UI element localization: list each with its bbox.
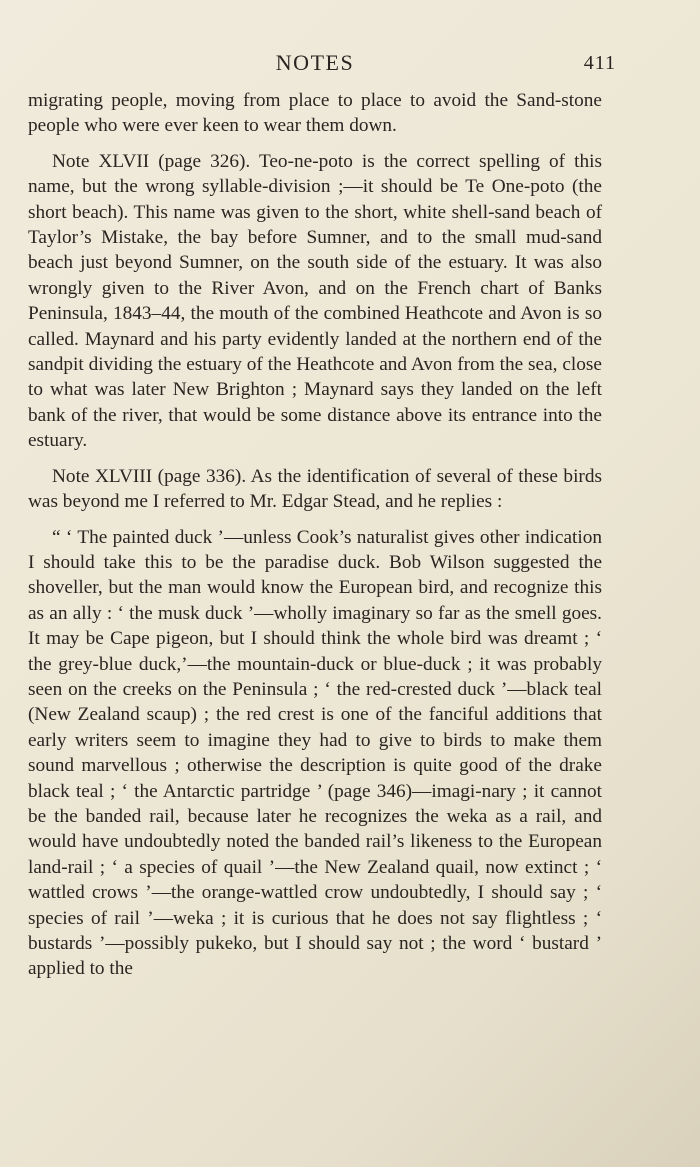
running-title: NOTES <box>275 50 355 75</box>
paragraph-quoted-reply: “ ‘ The painted duck ’—unless Cook’s naturalist gives other indication I should take this to be the paradise duck. Bob Wilson suggested the shoveller, but the man would know the European bird, and recognize this as an ally : ‘ the musk duck ’—wholly imaginary so far as the smell goes. It may be Cape pigeon, but I should think the whole bird was dreamt ; ‘ the grey-blue duck,’—the mountain-duck or blue-duck ; it was probably seen on the creeks on the Peninsula ; ‘ the red-crested duck ’—black teal (New Zealand scaup) ; the red crest is one of the fanciful additions that early writers seem to imagine they had to give to birds to make them sound marvellous ; otherwise the description is quite good of the drake black teal ; ‘ the Antarctic partridge ’ (page 346)—imagi-nary ; it cannot be the banded rail, because later he recognizes the weka as a rail, and would have undoubtedly noted the banded rail’s likeness to the European land-rail ; ‘ a species of quail ’—the New Zealand quail, now extinct ; ‘ wattled crows ’—the orange-wattled crow undoubtedly, I should say ; ‘ species of rail ’—weka ; it is curious that he does not say flightless ; ‘ bustards ’—possibly pukeko, but I should say not ; the word ‘ bustard ’ applied to the <box>28 526 602 980</box>
page-number: 411 <box>583 52 616 74</box>
paragraph-note-xlviii: Note XLVIII (page 336). As the identification of several of these birds was beyond me I referred to Mr. Edgar Stead, and he replies : <box>28 465 602 513</box>
body-text <box>28 88 602 982</box>
running-head <box>28 50 616 88</box>
book-page <box>28 50 616 992</box>
paragraph-note-xlvii: Note XLVII (page 326). Teo-ne-poto is the correct spelling of this name, but the wrong syllable-division ;—it should be Te One-poto (the short beach). This name was given to the short, white shell-sand beach of Taylor’s Mistake, the bay before Sumner, and to the small mud-sand beach just beyond Sumner, on the south side of the estuary. It was also wrongly given to the River Avon, and on the French chart of Banks Peninsula, 1843–44, the mouth of the combined Heathcote and Avon is so called. Maynard and his party evidently landed at the northern end of the sandpit dividing the estuary of the Heathcote and Avon from the sea, close to what was later New Brighton ; Maynard says they landed on the left bank of the river, that would be some distance above its entrance into the estuary. <box>28 150 602 452</box>
paragraph-continuation: migrating people, moving from place to place to avoid the Sand-stone people who were ever keen to wear them down. <box>28 90 602 137</box>
